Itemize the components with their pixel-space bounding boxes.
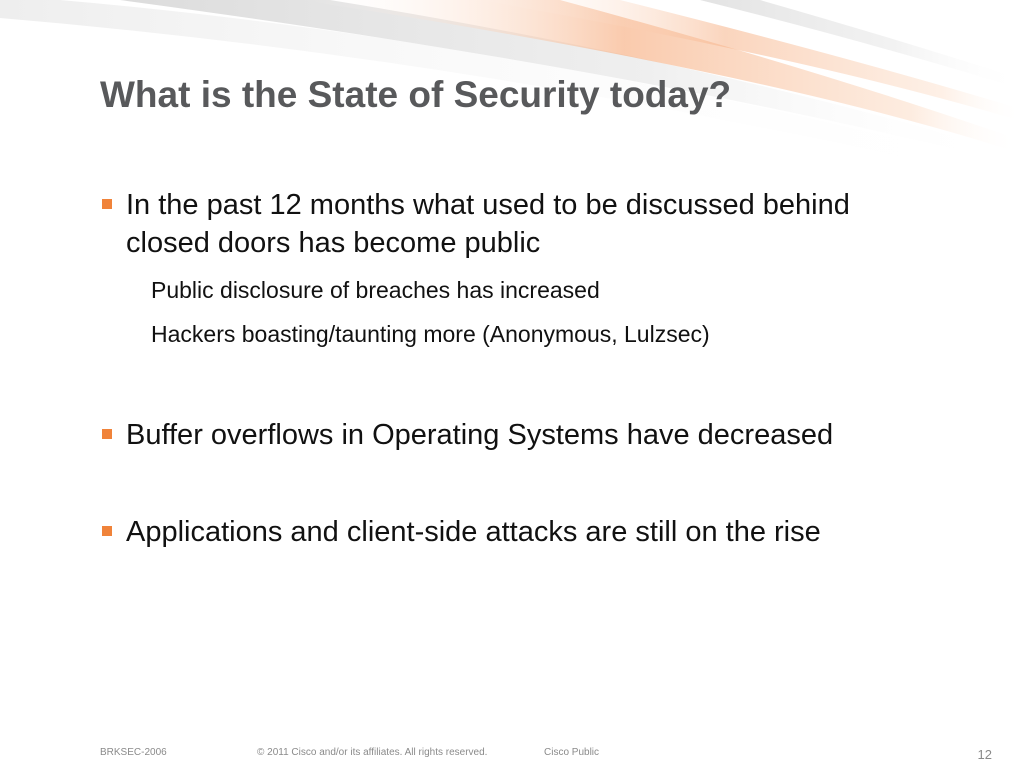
footer-copyright: © 2011 Cisco and/or its affiliates. All rights reserved. xyxy=(257,747,488,758)
footer-session-code: BRKSEC-2006 xyxy=(100,747,167,758)
bullet-square-icon xyxy=(102,429,112,439)
bullet-text: Buffer overflows in Operating Systems have decreased xyxy=(126,419,834,451)
bullet-square-icon xyxy=(102,199,112,209)
sub-bullet-item: Hackers boasting/taunting more (Anonymous, Lulzsec) xyxy=(151,321,710,347)
bullet-item xyxy=(100,513,900,551)
bullet-item xyxy=(100,416,900,454)
footer-classification: Cisco Public xyxy=(544,747,600,758)
slide-title: What is the State of Security today? xyxy=(100,74,732,115)
bullet-text: Applications and client-side attacks are still on the rise xyxy=(126,516,821,548)
bullet-item xyxy=(100,186,900,262)
bullet-text: In the past 12 months what used to be discussed behind closed doors has become public xyxy=(126,189,850,259)
bullet-square-icon xyxy=(102,526,112,536)
sub-bullet-item: Public disclosure of breaches has increased xyxy=(151,277,600,303)
page-number: 12 xyxy=(977,747,992,762)
